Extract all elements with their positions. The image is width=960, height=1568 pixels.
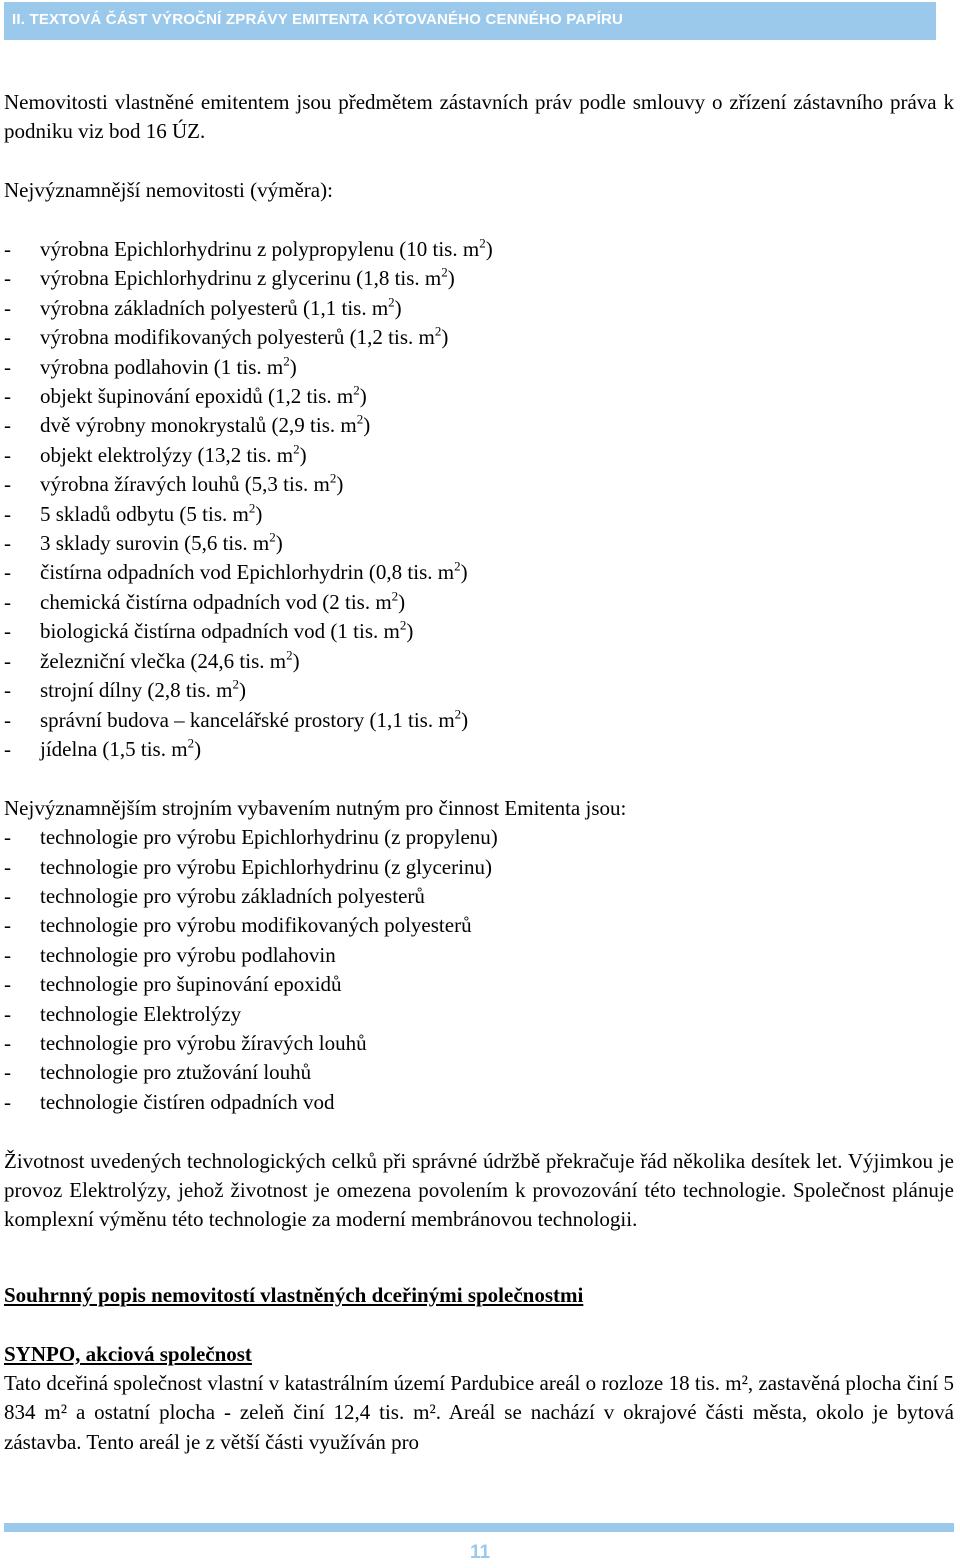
property-text: výrobna Epichlorhydrinu z glycerinu (1,8 tis. m <box>40 266 442 291</box>
dash-marker: - <box>4 1089 11 1114</box>
lifetime-paragraph: Životnost uvedených technologických celků při správné údržbě překračuje řád několika desítek let. Výjimkou je provoz Elektrolýzy, jehož životnost je omezena povolením k provozování této technologie. Společnost plánuje komplexní výměnu této technologie za moderní membránovou technologii. <box>4 1148 954 1232</box>
equipment-item <box>4 911 954 940</box>
equipment-text: technologie pro výrobu žíravých louhů <box>40 1030 367 1055</box>
closing-paren: ) <box>239 678 247 703</box>
property-item <box>4 529 954 558</box>
equipment-text: technologie pro šupinování epoxidů <box>40 972 342 997</box>
dash-marker: - <box>4 678 11 703</box>
equipment-item <box>4 1029 954 1058</box>
dash-marker: - <box>4 413 11 438</box>
property-item <box>4 235 954 264</box>
property-item <box>4 676 954 705</box>
dash-marker: - <box>4 560 11 585</box>
dash-marker: - <box>4 1001 11 1026</box>
property-item <box>4 382 954 411</box>
document-content <box>4 88 954 1457</box>
property-text: 5 skladů odbytu (5 tis. m <box>40 501 249 526</box>
equipment-item <box>4 970 954 999</box>
closing-paren: ) <box>359 384 367 409</box>
equipment-heading: Nejvýznamnějším strojním vybavením nutným pro činnost Emitenta jsou: <box>4 795 627 820</box>
property-text: výrobna žíravých louhů (5,3 tis. m <box>40 472 330 497</box>
dash-marker: - <box>4 384 11 409</box>
property-item <box>4 353 954 382</box>
equipment-item <box>4 1000 954 1029</box>
property-item <box>4 558 954 587</box>
property-item <box>4 411 954 440</box>
property-item <box>4 617 954 646</box>
equipment-text: technologie Elektrolýzy <box>40 1001 242 1026</box>
property-item <box>4 441 954 470</box>
dash-marker: - <box>4 883 11 908</box>
superscript: 2 <box>269 529 276 545</box>
properties-heading: Nejvýznamnější nemovitosti (výměra): <box>4 178 333 203</box>
property-text: výrobna Epichlorhydrinu z polypropylenu (10 tis. m <box>40 237 480 261</box>
dash-marker: - <box>4 854 11 879</box>
dash-marker: - <box>4 736 11 761</box>
closing-paren: ) <box>460 560 468 585</box>
dash-marker: - <box>4 707 11 732</box>
equipment-text: technologie pro výrobu podlahovin <box>40 942 336 967</box>
property-text: výrobna základních polyesterů (1,1 tis. m <box>40 295 389 320</box>
property-text: objekt elektrolýzy (13,2 tis. m <box>40 442 294 467</box>
properties-list <box>4 235 954 764</box>
dash-marker: - <box>4 825 11 850</box>
equipment-text: technologie čistíren odpadních vod <box>40 1089 335 1114</box>
dash-marker: - <box>4 972 11 997</box>
superscript: 2 <box>232 676 240 692</box>
property-text: železniční vlečka (24,6 tis. m <box>40 648 287 673</box>
property-text: biologická čistírna odpadních vod (1 tis. m <box>40 619 400 644</box>
property-item <box>4 500 954 529</box>
property-text: výrobna modifikovaných polyesterů (1,2 tis. m <box>40 325 435 350</box>
property-item <box>4 735 954 764</box>
superscript: 2 <box>187 735 195 751</box>
dash-marker: - <box>4 619 11 644</box>
closing-paren: ) <box>289 354 297 379</box>
dash-marker: - <box>4 354 11 379</box>
property-item <box>4 588 954 617</box>
closing-paren: ) <box>461 707 469 732</box>
equipment-item <box>4 882 954 911</box>
superscript: 2 <box>388 294 395 310</box>
property-text: jídelna (1,5 tis. m <box>40 736 188 761</box>
superscript: 2 <box>399 617 407 633</box>
dash-marker: - <box>4 1030 11 1055</box>
closing-paren: ) <box>447 266 455 291</box>
equipment-text: technologie pro výrobu modifikovaných polyesterů <box>40 913 472 938</box>
dash-marker: - <box>4 472 11 497</box>
equipment-item <box>4 1058 954 1087</box>
property-text: správní budova – kancelářské prostory (1,1 tis. m <box>40 707 455 732</box>
closing-paren: ) <box>394 295 402 320</box>
dash-marker: - <box>4 295 11 320</box>
intro-paragraph: Nemovitosti vlastněné emitentem jsou předmětem zástavních práv podle smlouvy o zřízení zástavního práva k podniku viz bod 16 ÚZ. <box>4 90 954 144</box>
superscript: 2 <box>391 588 399 604</box>
superscript: 2 <box>454 706 462 722</box>
closing-paren: ) <box>336 472 344 497</box>
header-title: II. TEXTOVÁ ČÁST VÝROČNÍ ZPRÁVY EMITENTA KÓTOVANÉHO CENNÉHO PAPÍRU <box>12 11 624 28</box>
equipment-text: technologie pro ztužování louhů <box>40 1060 312 1085</box>
property-text: objekt šupinování epoxidů (1,2 tis. m <box>40 384 354 409</box>
property-text: chemická čistírna odpadních vod (2 tis. m <box>40 589 392 614</box>
superscript: 2 <box>356 412 364 427</box>
dash-marker: - <box>4 325 11 350</box>
property-text: strojní dílny (2,8 tis. m <box>40 678 233 703</box>
dash-marker: - <box>4 237 11 261</box>
superscript: 2 <box>441 264 448 280</box>
property-text: dvě výrobny monokrystalů (2,9 tis. m <box>40 413 357 438</box>
equipment-item <box>4 823 954 852</box>
closing-paren: ) <box>398 589 406 614</box>
property-item <box>4 470 954 499</box>
closing-paren: ) <box>485 237 493 261</box>
page-number: 11 <box>469 1542 491 1563</box>
dash-marker: - <box>4 589 11 614</box>
property-item <box>4 323 954 352</box>
dash-marker: - <box>4 266 11 291</box>
closing-paren: ) <box>292 648 300 673</box>
header-bar <box>4 2 936 40</box>
equipment-list <box>4 823 954 1117</box>
subsidiary-paragraph: Tato dceřiná společnost vlastní v katastrálním území Pardubice areál o rozloze 18 tis. m², zastavěná plocha činí 5 834 m² a ostatní plocha - zeleň činí 12,4 tis. m². Areál se nachází v okrajové části města, okolo je bytová zástavba. Tento areál je z větší části využíván pro <box>4 1370 954 1454</box>
superscript: 2 <box>353 382 360 398</box>
property-item <box>4 264 954 293</box>
property-item <box>4 647 954 676</box>
closing-paren: ) <box>255 501 263 526</box>
equipment-item <box>4 941 954 970</box>
closing-paren: ) <box>299 442 307 467</box>
superscript: 2 <box>248 500 256 516</box>
equipment-item <box>4 1088 954 1117</box>
superscript: 2 <box>434 323 442 339</box>
dash-marker: - <box>4 501 11 526</box>
equipment-item <box>4 853 954 882</box>
superscript: 2 <box>329 470 337 486</box>
dash-marker: - <box>4 942 11 967</box>
footer-bar <box>4 1523 954 1532</box>
superscript: 2 <box>286 647 293 663</box>
equipment-text: technologie pro výrobu základních polyesterů <box>40 883 425 908</box>
superscript: 2 <box>454 559 461 575</box>
dash-marker: - <box>4 648 11 673</box>
equipment-text: technologie pro výrobu Epichlorhydrinu (z propylenu) <box>40 825 498 850</box>
equipment-text: technologie pro výrobu Epichlorhydrinu (z glycerinu) <box>40 854 492 879</box>
superscript: 2 <box>293 441 300 457</box>
property-text: 3 sklady surovin (5,6 tis. m <box>40 531 270 556</box>
dash-marker: - <box>4 1060 11 1085</box>
superscript: 2 <box>283 353 290 369</box>
property-text: výrobna podlahovin (1 tis. m <box>40 354 284 379</box>
closing-paren: ) <box>363 413 371 438</box>
dash-marker: - <box>4 531 11 556</box>
property-item <box>4 294 954 323</box>
closing-paren: ) <box>194 736 202 761</box>
property-item <box>4 706 954 735</box>
closing-paren: ) <box>441 325 449 350</box>
property-text: čistírna odpadních vod Epichlorhydrin (0,8 tis. m <box>40 560 455 585</box>
dash-marker: - <box>4 913 11 938</box>
closing-paren: ) <box>406 619 414 644</box>
subsidiary-company-name: SYNPO, akciová společnost <box>4 1341 252 1366</box>
superscript: 2 <box>479 235 486 251</box>
closing-paren: ) <box>275 531 283 556</box>
subsidiaries-heading: Souhrnný popis nemovitostí vlastněných dceřinými společnostmi <box>4 1282 584 1307</box>
dash-marker: - <box>4 442 11 467</box>
